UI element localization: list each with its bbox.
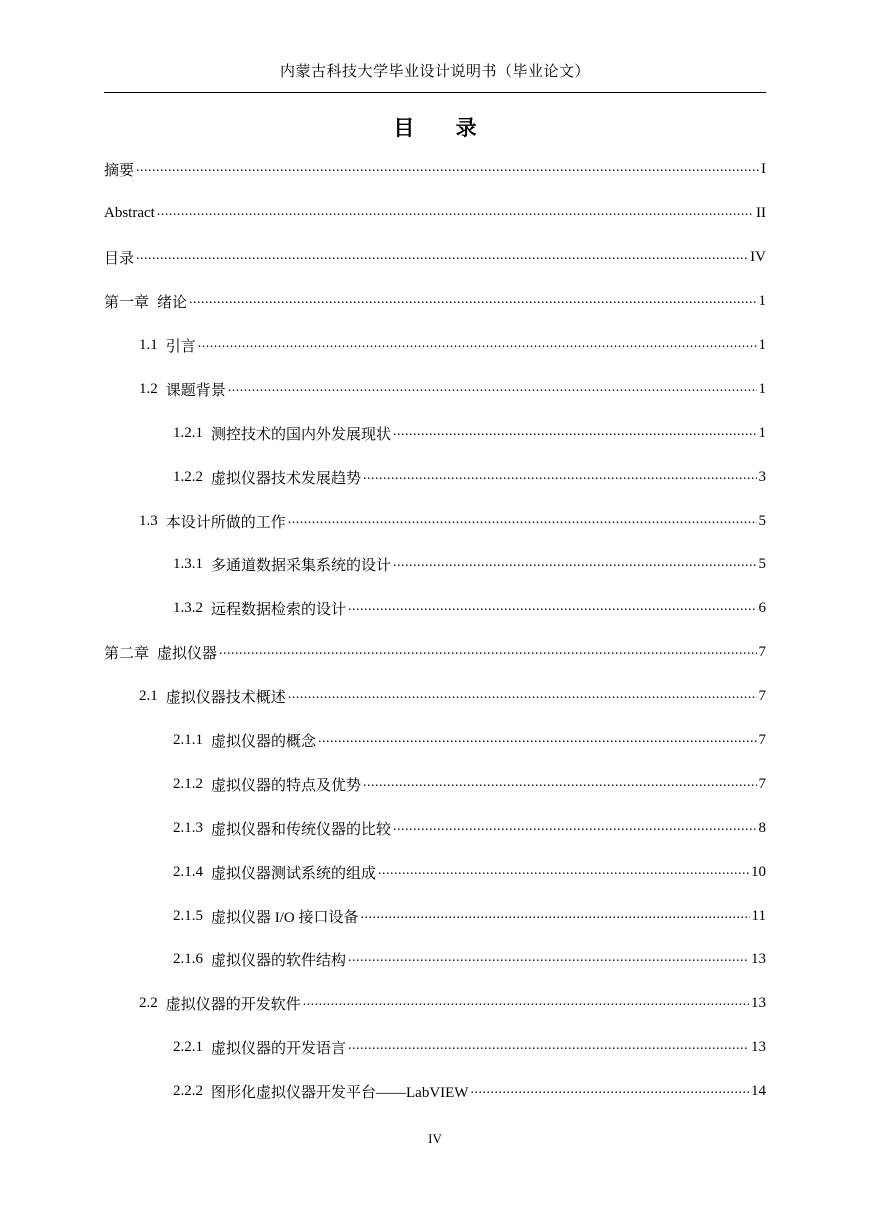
toc-entry-page: II — [756, 205, 766, 222]
toc-entry[interactable] — [104, 280, 766, 324]
toc-entry-page: 7 — [758, 644, 766, 661]
toc-entry-number: 2.1.5 — [173, 907, 203, 924]
toc-entry-label: Abstract — [104, 205, 155, 222]
toc-entry-label: 测控技术的国内外发展现状 — [211, 426, 392, 443]
toc-entry-label: 虚拟仪器测试系统的组成 — [211, 865, 377, 882]
dot-leader — [157, 206, 754, 221]
toc-entry-label: 虚拟仪器 I/O 接口设备 — [211, 909, 359, 926]
toc-entry[interactable] — [104, 236, 766, 280]
toc-entry-label: 虚拟仪器的特点及优势 — [211, 777, 362, 794]
toc-entry-label: 虚拟仪器技术概述 — [165, 690, 286, 707]
running-header: 内蒙古科技大学毕业设计说明书（毕业论文） — [279, 64, 590, 80]
toc-entry[interactable] — [104, 499, 766, 543]
toc-entry-label: 多通道数据采集系统的设计 — [211, 558, 392, 575]
toc-entry-label: 虚拟仪器的软件结构 — [211, 953, 347, 970]
dot-leader — [288, 689, 757, 704]
toc-entry[interactable] — [104, 631, 766, 675]
toc-entry[interactable] — [104, 148, 766, 192]
dot-leader — [348, 952, 749, 967]
table-of-contents — [104, 148, 766, 1114]
dot-leader — [363, 470, 756, 485]
toc-entry-page: 14 — [751, 1083, 766, 1100]
dot-leader — [136, 250, 748, 265]
toc-entry-page: 3 — [758, 468, 766, 485]
toc-entry-label: 绪论 — [157, 295, 188, 312]
dot-leader — [219, 645, 756, 660]
toc-entry-label: 课题背景 — [165, 382, 226, 399]
toc-entry-page: 7 — [758, 775, 766, 792]
toc-entry-label: 虚拟仪器的开发语言 — [211, 1041, 347, 1058]
toc-entry-label: 本设计所做的工作 — [165, 514, 286, 531]
toc-entry-label: 远程数据检索的设计 — [211, 602, 347, 619]
toc-entry-page: 5 — [758, 512, 766, 529]
toc-entry-number: 2.1.2 — [173, 775, 203, 792]
toc-entry-label: 虚拟仪器和传统仪器的比较 — [211, 821, 392, 838]
dot-leader — [378, 865, 749, 880]
toc-entry-page: 1 — [758, 337, 766, 353]
header-rule — [104, 92, 766, 93]
toc-entry-label: 目录 — [104, 251, 135, 268]
toc-entry-page: 11 — [751, 907, 766, 924]
toc-entry-number: 2.1.4 — [173, 863, 203, 880]
toc-entry-page: 13 — [751, 995, 766, 1012]
toc-entry-number: 2.2.2 — [173, 1083, 203, 1100]
dot-leader — [393, 557, 756, 572]
toc-entry-page: 6 — [758, 600, 766, 617]
toc-entry-page: 1 — [758, 293, 766, 310]
toc-entry-number: 2.1 — [139, 688, 158, 705]
dot-leader — [228, 382, 757, 397]
toc-entry-label: 图形化虚拟仪器开发平台——LabVIEW — [211, 1085, 469, 1102]
toc-entry[interactable] — [104, 587, 766, 631]
dot-leader — [288, 514, 757, 529]
toc-entry-number: 1.3 — [139, 512, 158, 529]
toc-entry[interactable] — [104, 675, 766, 719]
dot-leader — [318, 733, 756, 748]
toc-entry-number: 1.2.1 — [173, 424, 203, 441]
dot-leader — [393, 821, 756, 836]
toc-entry-page: 1 — [758, 424, 766, 441]
toc-entry-label: 虚拟仪器的概念 — [211, 734, 317, 751]
toc-entry-page: 10 — [751, 863, 766, 880]
toc-entry-number: 1.3.1 — [173, 556, 203, 573]
toc-entry-number: 第一章 — [104, 295, 150, 312]
toc-entry-label: 摘要 — [104, 163, 135, 180]
toc-entry[interactable] — [104, 894, 766, 938]
dot-leader — [348, 601, 756, 616]
toc-entry-page: 5 — [758, 556, 766, 573]
dot-leader — [363, 777, 756, 792]
toc-title: 目 录 — [393, 116, 495, 140]
dot-leader — [470, 1084, 749, 1099]
toc-entry-number: 1.1 — [139, 337, 158, 353]
toc-entry[interactable] — [104, 806, 766, 850]
toc-entry-label: 虚拟仪器技术发展趋势 — [211, 470, 362, 487]
toc-entry-page: I — [761, 161, 766, 178]
toc-entry-label: 虚拟仪器 — [157, 646, 218, 663]
toc-entry-number: 2.2.1 — [173, 1039, 203, 1056]
toc-entry-number: 2.1.1 — [173, 732, 203, 749]
toc-entry[interactable] — [104, 192, 766, 236]
toc-entry[interactable] — [104, 1070, 766, 1114]
toc-entry-label: 引言 — [165, 339, 196, 355]
toc-entry[interactable] — [104, 367, 766, 411]
toc-entry-number: 1.3.2 — [173, 600, 203, 617]
dot-leader — [189, 294, 756, 309]
dot-leader — [303, 996, 749, 1011]
toc-entry-page: 13 — [751, 951, 766, 968]
toc-entry-page: IV — [750, 249, 766, 266]
dot-leader — [361, 909, 750, 924]
toc-entry-label: 虚拟仪器的开发软件 — [165, 997, 301, 1014]
toc-entry-page: 8 — [758, 819, 766, 836]
toc-entry[interactable] — [104, 762, 766, 806]
toc-entry[interactable] — [104, 411, 766, 455]
toc-entry-page: 7 — [758, 732, 766, 749]
toc-entry-number: 1.2.2 — [173, 468, 203, 485]
toc-entry[interactable] — [104, 850, 766, 894]
toc-entry[interactable] — [104, 719, 766, 763]
toc-entry-page: 7 — [758, 688, 766, 705]
toc-entry[interactable] — [104, 543, 766, 587]
toc-entry[interactable] — [104, 1026, 766, 1070]
toc-entry-page: 1 — [758, 380, 766, 397]
toc-entry[interactable] — [104, 938, 766, 982]
page-number: IV — [428, 1131, 442, 1146]
toc-entry-page: 13 — [751, 1039, 766, 1056]
dot-leader — [348, 1040, 749, 1055]
dot-leader — [136, 162, 759, 177]
dot-leader — [393, 426, 756, 441]
toc-entry[interactable] — [104, 324, 766, 368]
toc-entry[interactable] — [104, 982, 766, 1026]
dot-leader — [198, 338, 757, 353]
toc-entry-number: 2.2 — [139, 995, 158, 1012]
toc-entry-number: 第二章 — [104, 646, 150, 663]
toc-entry-number: 2.1.6 — [173, 951, 203, 968]
toc-entry-number: 1.2 — [139, 380, 158, 397]
toc-entry-number: 2.1.3 — [173, 819, 203, 836]
toc-entry[interactable] — [104, 455, 766, 499]
